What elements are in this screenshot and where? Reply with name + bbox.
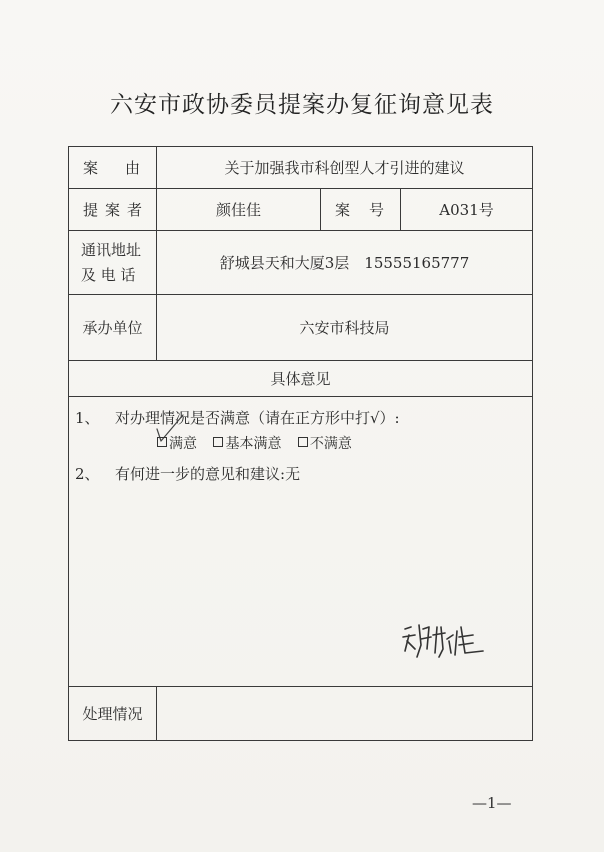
opinion-form-table xyxy=(68,146,533,741)
page-number: —1— xyxy=(472,794,512,812)
option-dissatisfied[interactable] xyxy=(298,436,352,452)
question-1-text: 对办理情况是否满意（请在正方形中打√）: xyxy=(115,409,400,427)
label-handling-unit: 承办单位 xyxy=(69,295,157,361)
value-case-number: A031号 xyxy=(401,189,533,231)
option-basically-satisfied-label: 基本满意 xyxy=(225,436,282,452)
row-proposer xyxy=(69,189,533,231)
opinion-header: 具体意见 xyxy=(69,361,533,397)
checkbox-satisfied[interactable] xyxy=(157,437,167,447)
label-case-reason xyxy=(69,147,157,189)
value-handling-unit: 六安市科技局 xyxy=(157,295,533,361)
value-address-phone: 舒城县天和大厦3层 15555165777 xyxy=(157,231,533,295)
row-handling-unit xyxy=(69,295,533,361)
value-proposer: 颜佳佳 xyxy=(157,189,321,231)
row-opinion-header xyxy=(69,361,533,397)
label-case-reason-char-1: 案 xyxy=(83,159,99,177)
label-proposer-char-2: 案 xyxy=(104,201,120,219)
question-2 xyxy=(75,463,300,484)
question-2-answer: 无 xyxy=(285,465,301,483)
question-2-text: 有何进一步的意见和建议: xyxy=(115,465,286,483)
label-case-number-char-1: 案 xyxy=(335,201,351,219)
handwritten-signature-image xyxy=(399,619,485,665)
label-case-number-char-2: 号 xyxy=(368,201,384,219)
option-dissatisfied-label: 不满意 xyxy=(309,436,352,452)
option-satisfied-label: 满意 xyxy=(169,436,197,452)
value-case-reason: 关于加强我市科创型人才引进的建议 xyxy=(157,147,533,189)
satisfaction-options xyxy=(157,433,364,453)
checkbox-basically-satisfied[interactable] xyxy=(213,437,223,447)
value-handling-status xyxy=(157,687,533,741)
label-proposer-char-3: 者 xyxy=(126,201,142,219)
question-2-number: 2、 xyxy=(75,465,100,483)
opinion-body xyxy=(69,397,533,687)
page-title: 六安市政协委员提案办复征询意见表 xyxy=(110,92,494,118)
label-case-reason-char-2: 由 xyxy=(124,159,140,177)
label-address-line-2: 及 电 话 xyxy=(81,265,136,284)
row-opinion-body xyxy=(69,397,533,687)
row-handling-status xyxy=(69,687,533,741)
label-case-number xyxy=(321,189,401,231)
row-case-reason xyxy=(69,147,533,189)
label-proposer-char-1: 提 xyxy=(83,201,99,219)
checkbox-dissatisfied[interactable] xyxy=(298,437,308,447)
question-1 xyxy=(75,407,400,428)
question-1-number: 1、 xyxy=(75,409,100,427)
label-handling-status: 处理情况 xyxy=(69,687,157,741)
option-satisfied[interactable] xyxy=(157,436,197,452)
label-address-line-1: 通讯地址 xyxy=(81,240,142,259)
label-address xyxy=(69,231,157,295)
option-basically-satisfied[interactable] xyxy=(213,436,281,452)
label-proposer xyxy=(69,189,157,231)
row-address xyxy=(69,231,533,295)
